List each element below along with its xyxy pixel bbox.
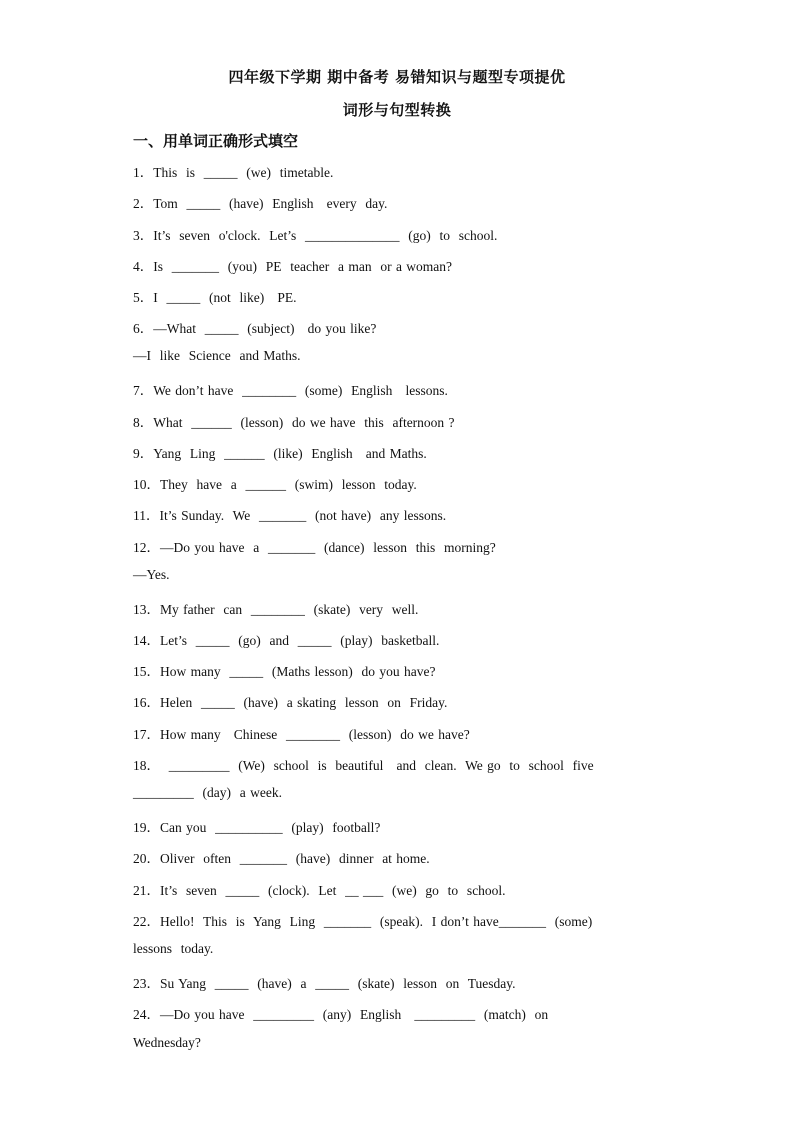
exercise-line: 1．This is _____ (we) timetable. bbox=[133, 165, 334, 180]
page-subtitle: 词形与句型转换 bbox=[342, 101, 452, 119]
exercise-line: 10．They have a ______ (swim) lesson today. bbox=[133, 477, 417, 492]
exercise-line: _________ (day) a week. bbox=[133, 785, 282, 800]
exercise-line: 2．Tom _____ (have) English every day. bbox=[133, 196, 388, 211]
exercise-line: 9．Yang Ling ______ (like) English and Maths. bbox=[133, 446, 427, 461]
exercise-line: 6．—What _____ (subject) do you like? bbox=[133, 321, 377, 336]
exercise-line: —I like Science and Maths. bbox=[133, 348, 301, 363]
exercise-line: 5．I _____ (not like) PE. bbox=[133, 290, 297, 305]
exercise-line: 19．Can you __________ (play) football? bbox=[133, 820, 381, 835]
exercise-line: 15．How many _____ (Maths lesson) do you have? bbox=[133, 664, 436, 679]
exercise-line: 8．What ______ (lesson) do we have this afternoon ? bbox=[133, 415, 455, 430]
exercise-line: 20．Oliver often _______ (have) dinner at home. bbox=[133, 851, 430, 866]
exercise-line: 18． _________ (We) school is beautiful and clean. We go to school five bbox=[133, 758, 594, 773]
exercise-line: 24．—Do you have _________ (any) English _________ (match) on bbox=[133, 1007, 549, 1022]
exercise-line: 3．It’s seven o'clock. Let’s ______________ (go) to school. bbox=[133, 228, 498, 243]
exercise-line: 17．How many Chinese ________ (lesson) do we have? bbox=[133, 727, 470, 742]
exercise-line: 11．It’s Sunday. We _______ (not have) any lessons. bbox=[133, 508, 447, 523]
exercise-line: lessons today. bbox=[133, 941, 214, 956]
exercise-line: 23．Su Yang _____ (have) a _____ (skate) lesson on Tuesday. bbox=[133, 976, 516, 991]
exercise-line: 12．—Do you have a _______ (dance) lesson this morning? bbox=[133, 540, 496, 555]
exercise-line: Wednesday? bbox=[133, 1035, 201, 1050]
exercise-line: 7．We don’t have ________ (some) English lessons. bbox=[133, 383, 448, 398]
exercise-line: 4．Is _______ (you) PE teacher a man or a woman? bbox=[133, 259, 453, 274]
exercise-line: 22．Hello! This is Yang Ling _______ (speak). I don’t have_______ (some) bbox=[133, 914, 593, 929]
exercise-line: 21．It’s seven _____ (clock). Let __ ___ (we) go to school. bbox=[133, 883, 506, 898]
page-title: 四年级下学期 期中备考 易错知识与题型专项提优 bbox=[228, 68, 566, 86]
exercise-line: 16．Helen _____ (have) a skating lesson on Friday. bbox=[133, 695, 448, 710]
section-heading: 一、用单词正确形式填空 bbox=[133, 132, 299, 150]
exercise-line: 14．Let’s _____ (go) and _____ (play) basketball. bbox=[133, 633, 440, 648]
exercise-line: 13．My father can ________ (skate) very well. bbox=[133, 602, 419, 617]
exercise-line: —Yes. bbox=[133, 567, 170, 582]
